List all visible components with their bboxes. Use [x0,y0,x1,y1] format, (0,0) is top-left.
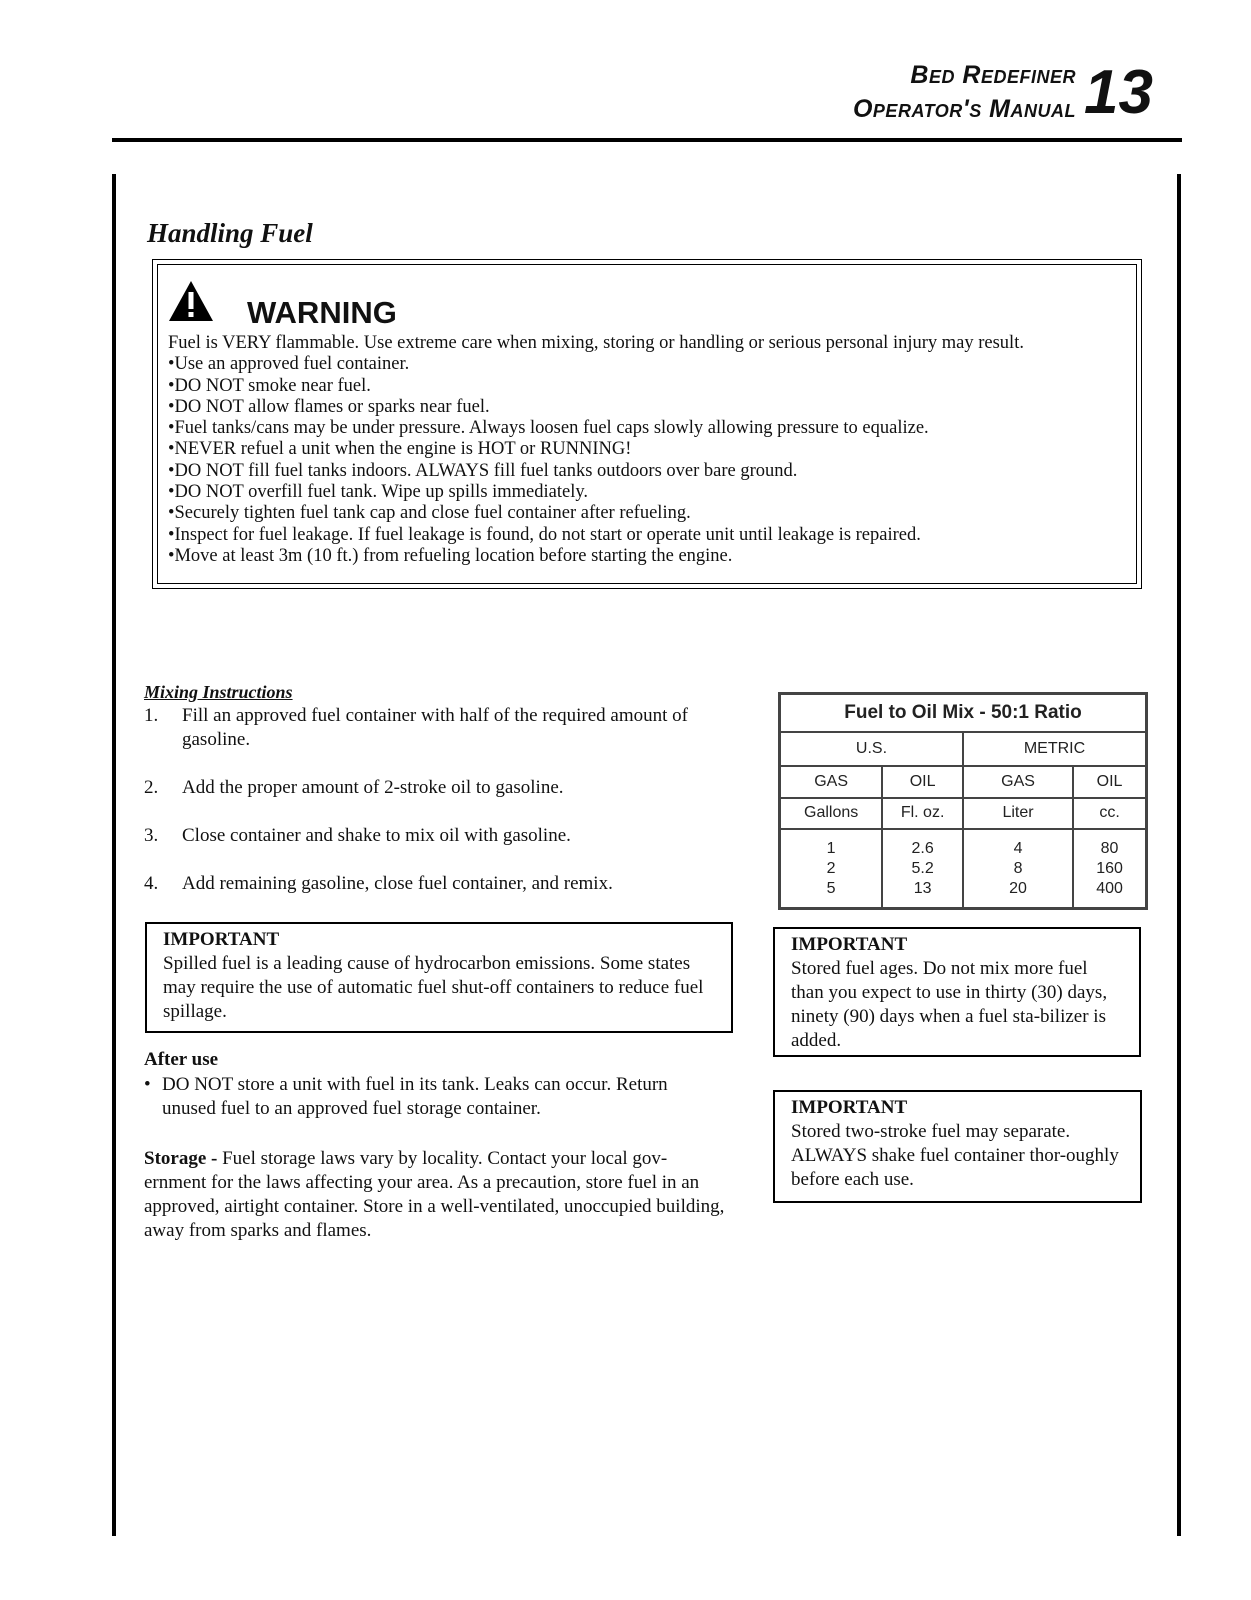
left-margin-bar [112,174,116,1536]
table-column-header: GAS [963,766,1073,798]
table-value: 400 [1096,880,1123,898]
warning-item: • Fuel tanks/cans may be under pressure. Always loosen fuel caps slowly allowing pressure to equalize. [168,418,1128,439]
warning-item: • Inspect for fuel leakage. If fuel leakage is found, do not start or operate unit until leakage is repaired. [168,525,1128,546]
table-group-us: U.S. [780,732,963,766]
step-number: 4. [144,873,159,894]
table-unit: Liter [963,798,1073,829]
table-value: 5 [826,880,836,898]
warning-box-inner [157,264,1137,584]
after-use-item [144,1073,724,1121]
storage-label: Storage - [144,1148,218,1169]
table-unit: Gallons [780,798,883,829]
warning-text [168,333,1128,567]
warning-item: • Move at least 3m (10 ft.) from refueling location before starting the engine. [168,546,1128,567]
table-cell-floz [882,829,963,909]
warning-list [168,354,1128,567]
warning-item: • DO NOT fill fuel tanks indoors. ALWAYS fill fuel tanks outdoors over bare ground. [168,461,1128,482]
mixing-heading: Mixing Instructions [144,682,293,702]
mixing-steps [144,704,734,920]
fuel-oil-mix-table [778,692,1148,910]
table-group-metric: METRIC [963,732,1147,766]
mixing-step [144,824,734,848]
step-text: Add the proper amount of 2-stroke oil to gasoline. [182,777,564,798]
important-text: Stored fuel ages. Do not mix more fuel than you expect to use in thirty (30) days, ninety (90) days when a fuel sta-bilizer is added. [791,958,1108,1051]
warning-item: • DO NOT overfill fuel tank. Wipe up spills immediately. [168,482,1128,503]
important-box-fuel-separation [773,1090,1142,1203]
table-column-header: OIL [1073,766,1146,798]
warning-item: • NEVER refuel a unit when the engine is HOT or RUNNING! [168,439,1128,460]
warning-item: • Securely tighten fuel tank cap and close fuel container after refueling. [168,503,1128,524]
important-box-stored-fuel-ages [773,927,1141,1057]
step-text: Close container and shake to mix oil with gasoline. [182,825,571,846]
table-value: 13 [913,880,932,898]
table-title: Fuel to Oil Mix - 50:1 Ratio [780,694,1147,732]
page-number: 13 [1084,58,1153,127]
manual-title [853,58,1076,126]
table-value: 2 [826,860,836,878]
section-title: Handling Fuel [147,218,313,248]
step-text: Add remaining gasoline, close fuel container, and remix. [182,873,613,894]
manual-title-line2: Operator's Manual [852,95,1076,123]
table-value: 8 [1013,860,1023,878]
right-margin-bar [1177,174,1181,1536]
warning-item: • DO NOT allow flames or sparks near fuel. [168,397,1128,418]
storage-text: Fuel storage laws vary by locality. Contact your local gov-ernment for the laws affecting your area. As a precaution, store fuel in an approved, airtight container. Store in a well-ventilated, unoccupied building, away from sparks and flames. [144,1148,725,1241]
warning-item: • Use an approved fuel container. [168,354,1128,375]
manual-title-line1: Bed Redefiner [910,61,1076,89]
table-column-header: OIL [882,766,963,798]
table-value: 4 [1013,840,1023,858]
table-value: 20 [1009,880,1027,898]
warning-box [152,259,1142,589]
important-heading: IMPORTANT [163,929,280,950]
warning-triangle-icon [168,279,214,323]
table-value: 80 [1100,840,1119,858]
warning-item: • DO NOT smoke near fuel. [168,376,1128,397]
mixing-step [144,872,734,896]
bullet: • [144,1074,151,1095]
mixing-step [144,704,734,752]
important-text: Stored two-stroke fuel may separate. ALWAYS shake fuel container thor-oughly before each use. [791,1121,1119,1190]
warning-intro: Fuel is VERY flammable. Use extreme care when mixing, storing or handling or serious personal injury may result. [168,333,1024,353]
warning-title: WARNING [247,295,397,330]
step-number: 2. [144,777,159,798]
important-text: Spilled fuel is a leading cause of hydrocarbon emissions. Some states may require the use of automatic fuel shut-off containers to reduce fuel spillage. [163,953,704,1022]
table-cell-gallons [780,829,883,909]
important-heading: IMPORTANT [791,1097,908,1118]
step-text: Fill an approved fuel container with half of the required amount of gasoline. [182,705,688,750]
table-value: 1 [826,840,836,858]
important-heading: IMPORTANT [791,934,908,955]
table-cell-cc [1073,829,1146,909]
table-unit: cc. [1073,798,1146,829]
after-use-heading: After use [144,1049,219,1070]
important-box-spilled-fuel [145,922,733,1033]
table-column-header: GAS [780,766,883,798]
step-number: 3. [144,825,159,846]
mixing-step [144,776,734,800]
table-value: 5.2 [911,860,934,878]
table-unit: Fl. oz. [882,798,963,829]
storage-paragraph [144,1147,726,1243]
header-rule [112,138,1182,142]
step-number: 1. [144,705,159,726]
table-value: 160 [1096,860,1123,878]
table-value: 2.6 [911,840,934,858]
after-use-text: DO NOT store a unit with fuel in its tank. Leaks can occur. Return unused fuel to an approved fuel storage container. [162,1074,668,1119]
table-cell-liter [963,829,1073,909]
